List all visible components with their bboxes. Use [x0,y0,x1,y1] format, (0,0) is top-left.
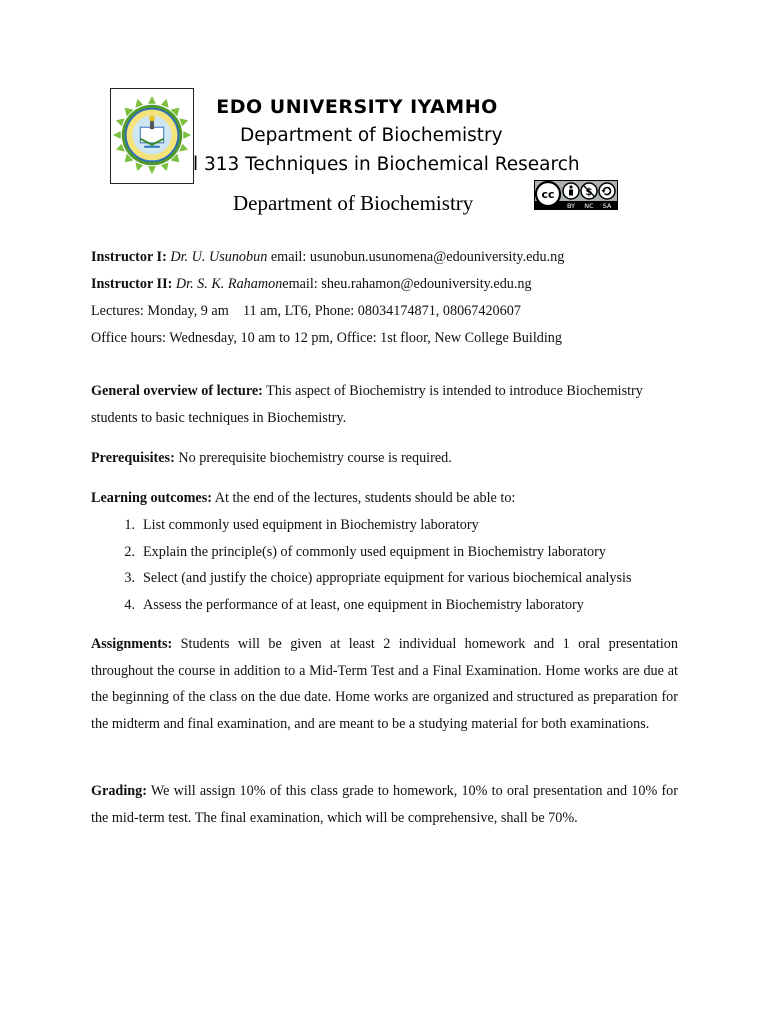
sa-label: SA [602,202,612,210]
by-label: BY [566,202,576,210]
prerequisites-line [91,450,452,467]
cc-icon [536,182,560,206]
instructor-2-name: Dr. S. K. Rahamon [175,276,283,292]
instructor-2 [91,276,532,293]
grading-label: Grading: [91,783,147,799]
by-icon [563,183,579,199]
learning-outcomes-list [91,512,632,619]
learning-outcomes-intro: At the end of the lectures, students should be able to: [211,490,516,506]
prerequisites-label: Prerequisites: [91,450,175,466]
list-item-text: Assess the performance of at least, one equipment in Biochemistry laboratory [143,597,584,614]
grading-text: We will assign 10% of this class grade to homework, 10% to oral presentation and 10% for the mid-term test. The final examination, which will be comprehensive, shall be 70%. [91,783,678,826]
overview-label: General overview of lecture: [91,383,263,399]
university-name: EDO UNIVERSITY IYAMHO [216,96,498,118]
lecture-schedule: Lectures: Monday, 9 am 11 am, LT6, Phone: 08034174871, 08067420607 [91,303,521,319]
list-item-text: List commonly used equipment in Biochemistry laboratory [143,517,479,533]
assignments-label: Assignments: [91,636,173,652]
svg-text:cc: cc [541,188,555,201]
overview-paragraph [91,378,683,431]
learning-outcomes-label: Learning outcomes: [91,490,212,506]
list-item [91,592,632,619]
sa-icon [599,183,615,199]
instructor-1-name: Dr. U. Usunobun [170,249,268,265]
list-item-number: 1. [124,517,135,533]
list-item-number: 4. [124,597,135,614]
prerequisites-text: No prerequisite biochemistry course is required. [174,450,452,466]
instructor-2-label: Instructor II: [91,276,173,292]
department-subtitle: Department of Biochemistry [233,191,474,215]
list-item-text: Explain the principle(s) of commonly used equipment in Biochemistry laboratory [143,543,606,560]
instructor-1 [91,249,564,266]
instructor-2-email: email: sheu.rahamon@edouniversity.edu.ng [282,276,532,292]
creative-commons-badge [534,180,618,210]
instructor-1-email: email: usunobun.usunomena@edouniversity.edu.ng [270,249,565,265]
department-heading: Department of Biochemistry [240,125,503,146]
list-item [91,565,632,592]
learning-outcomes-heading [91,490,515,507]
office-hours: Office hours: Wednesday, 10 am to 12 pm, Office: 1st floor, New College Building [91,330,562,346]
assignments-paragraph [91,631,678,737]
list-item [91,512,632,539]
svg-text:$: $ [585,187,593,198]
course-title: l 313 Techniques in Biochemical Research [193,154,580,175]
list-item [91,539,632,566]
nc-label: NC [584,202,594,210]
instructor-1-label: Instructor I: [91,249,167,265]
list-item-number: 2. [124,543,135,560]
overview-text: This aspect of Biochemistry is intended to introduce Biochemistry students to basic techniques in Biochemistry. [91,383,643,426]
list-item-text: Select (and justify the choice) appropriate equipment for various biochemical analysis [143,570,632,587]
list-item-number: 3. [124,570,135,587]
grading-paragraph [91,778,678,831]
nc-icon [581,183,597,199]
assignments-text: Students will be given at least 2 individual homework and 1 oral presentation throughout the course in addition to a Mid-Term Test and a Final Examination. Home works are due at the beginning of the class on the due date. Home works are organized and structured as preparation for the midterm and final examination, and are meant to be a studying material for both examinations. [91,636,678,732]
